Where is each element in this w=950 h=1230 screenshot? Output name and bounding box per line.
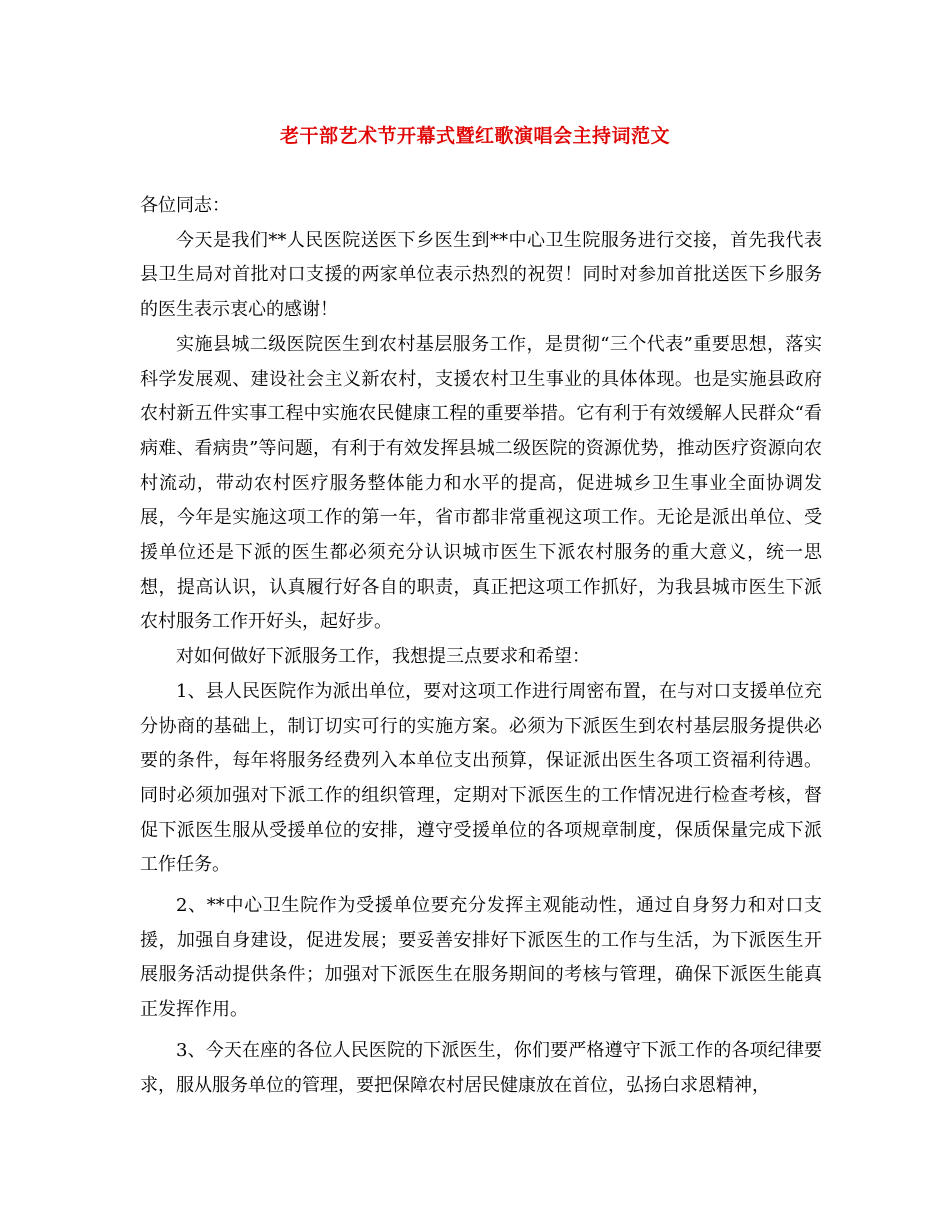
paragraph-requirement-3: 3、今天在座的各位人民医院的下派医生，你们要严格遵守下派工作的各项纪律要求，服从服务单位的管理，要把保障农村居民健康放在首位，弘扬白求恩精神， bbox=[140, 1039, 822, 1096]
salutation: 各位同志： bbox=[140, 195, 230, 216]
paragraph-requirements-lead: 对如何做好下派服务工作，我想提三点要求和希望： bbox=[176, 646, 590, 668]
paragraph-significance: 实施县城二级医院医生到农村基层服务工作，是贯彻“三个代表”重要思想，落实科学发展观、建设社会主义新农村，支援农村卫生事业的具体体现。也是实施县政府农村新五件实事工程中实施农民健康工程的重要举措。它有利于有效缓解人民群众“看病难、看病贵”等问题，有利于有效发挥县城二级医院的资源优势，推动医疗资源向农村流动，带动农村医疗服务整体能力和水平的提高，促进城乡卫生事业全面协调发展，今年是实施这项工作的第一年，省市都非常重视这项工作。无论是派出单位、受援单位还是下派的医生都必须充分认识城市医生下派农村服务的重大意义，统一思想，提高认识，认真履行好各自的职责，真正把这项工作抓好，为我县城市医生下派农村服务工作开好头，起好步。 bbox=[140, 333, 822, 633]
document-body bbox=[140, 189, 822, 1103]
paragraph-requirement-2: 2、**中心卫生院作为受援单位要充分发挥主观能动性，通过自身努力和对口支援，加强自身建设，促进发展；要妥善安排好下派医生的工作与生活，为下派医生开展服务活动提供条件；加强对下派医生在服务期间的考核与管理，确保下派医生能真正发挥作用。 bbox=[140, 895, 822, 1021]
paragraph-intro: 今天是我们**人民医院送医下乡医生到**中心卫生院服务进行交接，首先我代表县卫生局对首批对口支援的两家单位表示热烈的祝贺！同时对参加首批送医下乡服务的医生表示衷心的感谢！ bbox=[140, 229, 822, 321]
document-title: 老干部艺术节开幕式暨红歌演唱会主持词范文 bbox=[279, 125, 670, 147]
paragraph-requirement-1: 1、县人民医院作为派出单位，要对这项工作进行周密布置，在与对口支援单位充分协商的基础上，制订切实可行的实施方案。必须为下派医生到农村基层服务提供必要的条件，每年将服务经费列入本单位支出预算，保证派出医生各项工资福利待遇。同时必须加强对下派工作的组织管理，定期对下派医生的工作情况进行检查考核，督促下派医生服从受援单位的安排，遵守受援单位的各项规章制度，保质保量完成下派工作任务。 bbox=[140, 680, 822, 876]
